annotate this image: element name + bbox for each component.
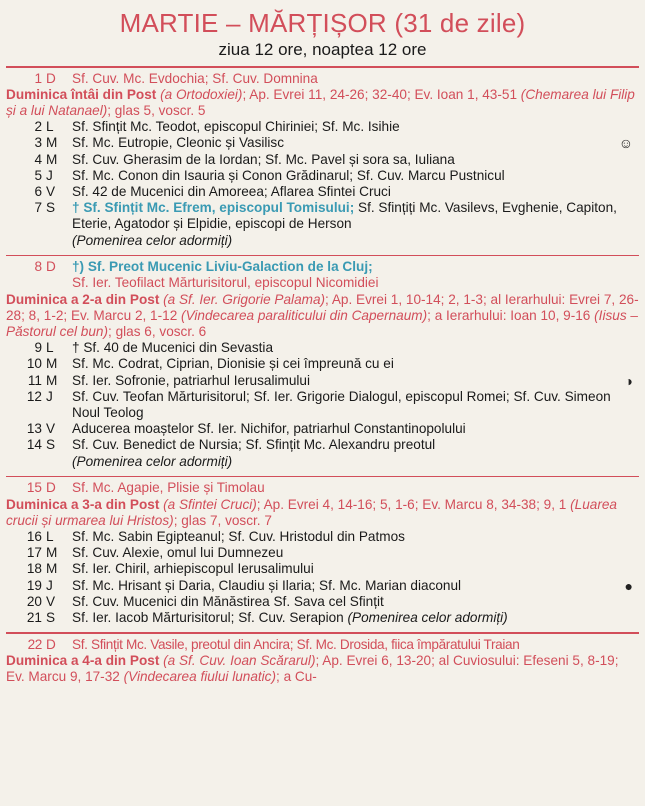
day-number: 19 — [26, 577, 42, 593]
day-number: 12 — [26, 388, 42, 404]
day-row-11 — [0, 373, 645, 389]
day-number: 17 — [26, 545, 42, 561]
sunday-readings-2 — [0, 292, 645, 341]
day-letter: M — [46, 545, 58, 561]
day-row-15 — [0, 480, 645, 496]
page-title: MARTIE – MĂRȚIȘOR (31 de zile) — [119, 8, 526, 38]
sunday-readings-4 — [0, 653, 645, 685]
sunday-title: Duminica întâi din Post — [6, 86, 157, 102]
day-saints-text: Sf. Sfințiți Mc. Vasilevs, Evghenie, Capiton, Eterie, Agatodor și Elpidie, episcopi de Herson — [72, 200, 617, 232]
sunday-gospel: (Vindecarea paraliticului din Capernaum) — [181, 307, 428, 323]
day-letter: S — [46, 200, 56, 216]
day-letter: V — [46, 593, 56, 609]
day-saints-text: Sf. Cuv. Benedict de Nursia; Sf. Sfințit Mc. Alexandru preotul — [72, 437, 436, 453]
day-row-7 — [0, 200, 645, 249]
sunday-title: Duminica a 4-a din Post — [6, 652, 160, 668]
week-3 — [0, 476, 645, 626]
day-letter: M — [46, 135, 58, 151]
week-4 — [0, 632, 645, 685]
day-saints: Sf. Mc. Agapie, Plisie și Timolau — [72, 480, 265, 496]
day-saints: Sf. Ier. Chiril, arhiepiscopul Ierusalimului — [72, 561, 314, 577]
day-number: 2 — [34, 119, 42, 135]
day-row-12 — [0, 389, 645, 421]
sunday-subtitle: (a Sf. Cuv. Ioan Scărarul) — [163, 652, 316, 668]
pomenire-note: (Pomenirea celor adormiți) — [72, 453, 233, 469]
day-letter: M — [46, 561, 58, 577]
day-saints — [68, 259, 637, 291]
day-number: 18 — [26, 561, 42, 577]
day-saints — [68, 437, 637, 469]
sunday-subtitle: (a Sfintei Cruci) — [163, 496, 257, 512]
day-row-3 — [0, 135, 645, 151]
moon-phase-icon: ◑ — [624, 372, 633, 389]
day-row-10 — [0, 356, 645, 372]
week-2 — [0, 255, 645, 470]
smiley-icon: ☺ — [618, 135, 633, 152]
day-number: 3 — [34, 135, 42, 151]
day-letter: M — [46, 356, 58, 372]
week-divider — [6, 476, 639, 478]
day-letter: D — [46, 70, 56, 86]
week-1 — [0, 66, 645, 249]
page-header — [0, 0, 645, 60]
sunday-readings-extra: ; a Ierarhului: Ioan 10, 9-16 — [427, 307, 591, 323]
day-saints-text: Sf. Mc. Hrisant și Daria, Claudiu și Ilaria; Sf. Mc. Marian diaconul — [72, 577, 462, 593]
day-saints: Sf. Cuv. Gherasim de la Iordan; Sf. Mc. Pavel și sora sa, Iuliana — [72, 151, 455, 167]
sunday-tone: ; glas 5, voscr. 5 — [107, 102, 206, 118]
day-letter: L — [46, 119, 54, 135]
day-number: 11 — [27, 372, 42, 388]
day-number: 10 — [26, 356, 42, 372]
sunday-gospel-extra: (Iisus – Păstorul cel bun) — [6, 307, 638, 340]
day-row-1 — [0, 71, 645, 87]
sunday-gospel: (Chemarea lui Filip și a lui Natanael) — [6, 86, 635, 118]
day-saints — [68, 373, 637, 389]
day-saints — [68, 135, 637, 151]
day-letter: D — [46, 636, 56, 652]
day-row-13 — [0, 421, 645, 437]
day-number: 8 — [34, 259, 42, 275]
day-letter: J — [46, 167, 53, 183]
sunday-readings: ; Ap. Evrei 1, 10-14; 2, 1-3; al Ierarhului: Evrei 7, 26-28; 8, 1-2; Ev. Marcu 2, 1-12 — [6, 291, 639, 323]
day-saints: Sf. Mc. Codrat, Ciprian, Dionisie și cei împreună cu ei — [72, 356, 394, 372]
day-saints: Sf. Cuv. Teofan Mărturisitorul; Sf. Ier. Grigorie Dialogul, episcopul Romei; Sf. Cuv. Simeon Noul Teolog — [72, 388, 611, 421]
day-row-6 — [0, 184, 645, 200]
day-row-14 — [0, 437, 645, 469]
day-letter: D — [46, 480, 56, 496]
day-row-22 — [0, 637, 645, 653]
sunday-subtitle: (a Ortodoxiei) — [160, 86, 243, 102]
day-saints: Sf. Sfințit Mc. Vasile, preotul din Ancira; Sf. Mc. Drosida, fiica împăratului Traian — [72, 636, 520, 652]
day-number: 21 — [26, 610, 42, 625]
day-letter: L — [46, 340, 54, 356]
day-letter: J — [46, 577, 53, 593]
day-row-5 — [0, 168, 645, 184]
day-saints: Sf. Cuv. Mucenici din Mănăstirea Sf. Sava cel Sfințit — [72, 593, 384, 609]
sunday-readings: ; Ap. Evrei 11, 24-26; 32-40; Ev. Ioan 1, 43-51 — [242, 86, 518, 102]
week-divider — [6, 66, 639, 68]
day-row-16 — [0, 529, 645, 545]
week-divider — [6, 632, 639, 634]
day-number: 4 — [34, 151, 42, 167]
day-saints: Sf. Cuv. Mc. Evdochia; Sf. Cuv. Domnina — [72, 70, 318, 86]
day-letter: M — [46, 151, 58, 167]
day-number: 13 — [26, 421, 42, 437]
day-saints: Sf. Mc. Conon din Isauria și Conon Grădinarul; Sf. Cuv. Marcu Pustnicul — [72, 167, 505, 183]
feast-highlight: †) Sf. Preot Mucenic Liviu-Galaction de la Cluj; — [72, 259, 373, 275]
day-row-17 — [0, 545, 645, 561]
day-letter: L — [46, 528, 54, 544]
sunday-gospel: (Vindecarea fiului lunatic) — [123, 669, 277, 685]
day-number: 5 — [34, 167, 42, 183]
day-row-20 — [0, 594, 645, 610]
day-number: 16 — [26, 528, 42, 544]
day-row-2 — [0, 119, 645, 135]
day-number: 6 — [34, 183, 42, 199]
day-letter: S — [46, 610, 56, 625]
new-moon-icon: ● — [624, 577, 633, 594]
sunday-gospel: (Luarea crucii și urmarea lui Hristos) — [6, 496, 617, 528]
day-number: 1 — [34, 70, 42, 86]
sunday-title: Duminica a 3-a din Post — [6, 496, 160, 512]
sunday-tone: ; glas 6, voscr. 6 — [108, 324, 207, 340]
sunday-readings-extra: ; a Cu- — [276, 669, 317, 685]
day-letter: J — [46, 388, 53, 404]
day-letter: M — [46, 372, 58, 388]
day-saints: Aducerea moaștelor Sf. Ier. Nichifor, patriarhul Constantinopolului — [72, 421, 466, 437]
pomenire-note: (Pomenirea celor adormiți) — [347, 610, 508, 625]
day-saints — [68, 610, 637, 626]
sunday-readings-3 — [0, 497, 645, 529]
day-saints: † Sf. 40 de Mucenici din Sevastia — [72, 340, 273, 356]
day-saints-text: Sf. Ier. Teofilact Mărturisitorul, episcopul Nicomidiei — [72, 275, 379, 291]
pomenire-note: (Pomenirea celor adormiți) — [72, 232, 233, 248]
day-row-4 — [0, 152, 645, 168]
day-saints — [68, 200, 637, 249]
day-letter: S — [46, 437, 56, 453]
sunday-readings: ; Ap. Evrei 6, 13-20; al Cuviosului: Efeseni 5, 8-19; Ev. Marcu 9, 17-32 — [6, 652, 619, 685]
day-saints-text: Sf. Mc. Eutropie, Cleonic și Vasilisc — [72, 135, 285, 151]
day-row-18 — [0, 561, 645, 577]
day-number: 9 — [34, 340, 42, 356]
day-row-9 — [0, 340, 645, 356]
day-row-19 — [0, 578, 645, 594]
day-number: 20 — [26, 593, 42, 609]
day-row-21 — [0, 610, 645, 626]
sunday-readings: ; Ap. Evrei 4, 14-16; 5, 1-6; Ev. Marcu 8, 34-38; 9, 1 — [256, 496, 567, 512]
page-subtitle: ziua 12 ore, noaptea 12 ore — [218, 40, 427, 59]
week-divider — [6, 255, 639, 257]
day-number: 14 — [26, 437, 42, 453]
day-saints: Sf. Sfințit Mc. Teodot, episcopul Chiriniei; Sf. Mc. Isihie — [72, 119, 400, 135]
day-number: 7 — [34, 200, 42, 216]
day-saints-text: Sf. Ier. Iacob Mărturisitorul; Sf. Cuv. Serapion — [72, 610, 348, 625]
day-saints: Sf. Cuv. Alexie, omul lui Dumnezeu — [72, 545, 284, 561]
day-number: 15 — [26, 480, 42, 496]
day-row-8 — [0, 259, 645, 291]
feast-highlight: † Sf. Sfințit Mc. Efrem, episcopul Tomisului; — [72, 200, 355, 216]
sunday-title: Duminica a 2-a din Post — [6, 291, 160, 307]
day-saints-text: Sf. Ier. Sofronie, patriarhul Ierusalimului — [72, 372, 311, 388]
sunday-subtitle: (a Sf. Ier. Grigorie Palama) — [163, 291, 326, 307]
day-letter: V — [46, 183, 56, 199]
day-saints: Sf. 42 de Mucenici din Amoreea; Aflarea Sfintei Cruci — [72, 183, 391, 199]
day-number: 22 — [27, 636, 42, 652]
day-letter: V — [46, 421, 56, 437]
sunday-tone: ; glas 7, voscr. 7 — [173, 512, 272, 528]
day-saints — [68, 578, 637, 594]
day-letter: D — [46, 259, 56, 275]
sunday-readings-1 — [0, 87, 645, 119]
day-saints: Sf. Mc. Sabin Egipteanul; Sf. Cuv. Hristodul din Patmos — [72, 528, 405, 544]
